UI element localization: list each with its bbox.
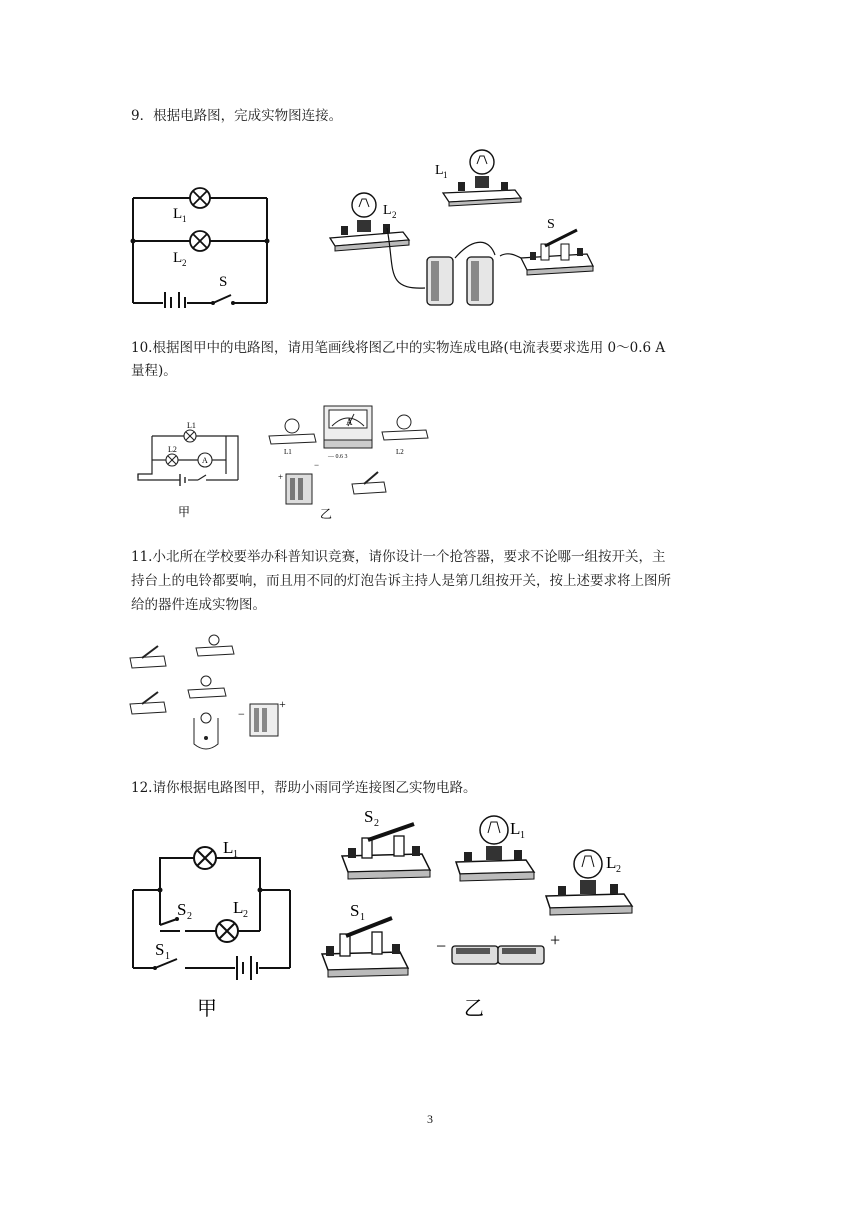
label-ammeter: A [202,456,208,465]
svg-text:−: − [238,707,245,721]
svg-text:+: + [550,930,561,950]
q10-circuit-diagram [130,416,250,524]
photo-label-l1: L [435,163,444,178]
svg-text:— 0.6 3: — 0.6 3 [328,454,348,460]
battery-icon [250,704,278,736]
switch-board [352,472,386,494]
battery-icon [452,946,544,964]
svg-text:1: 1 [360,912,365,923]
svg-text:−: − [314,460,320,470]
question-11-line1: 11.小北所在学校要举办科普知识竞赛，请你设计一个抢答器，要求不论哪一组按开关，主 [131,549,666,565]
label-l1: L [173,206,183,222]
page-number: 3 [427,1112,433,1126]
svg-text:1: 1 [443,170,448,180]
label-s2: S [177,900,187,919]
caption-jia: 甲 [197,996,217,1020]
question-11-line3: 给的器件连成实物图。 [131,597,266,613]
svg-text:S: S [364,807,374,826]
q10-apparatus-photo [266,400,436,522]
ammeter-icon [324,406,372,448]
label-l2: L2 [168,445,177,454]
label-l1: L1 [187,421,196,430]
svg-text:1: 1 [182,214,187,224]
svg-text:+: + [279,697,286,711]
svg-text:1: 1 [520,830,525,841]
svg-text:L: L [510,819,521,838]
switch-board-1 [130,646,166,668]
q12-circuit-diagram [125,835,300,1025]
svg-text:1: 1 [165,951,170,962]
lamp-board-1 [196,635,234,656]
svg-text:2: 2 [374,818,379,829]
question-11-line2: 持台上的电铃都要响，而且用不同的灯泡告诉主持人是第几组按开关，按上述要求将上图所 [131,573,671,589]
bell-icon [194,713,218,749]
lamp-icon [194,847,238,942]
svg-text:L2: L2 [396,448,404,456]
caption-yi: 乙 [320,507,333,521]
label-l1: L [223,838,234,857]
battery-icon [165,292,185,308]
caption-yi: 乙 [464,996,484,1020]
question-12: 12.请你根据电路图甲，帮助小雨同学连接图乙实物电路。 [131,780,477,796]
switch-board-s [521,230,593,275]
q9-circuit-diagram [125,168,275,308]
label-s: S [219,274,228,290]
lamp-board-l1 [443,150,521,206]
svg-text:−: − [436,936,447,956]
svg-text:+: + [278,472,284,482]
question-10-line2: 量程)。 [131,363,177,379]
svg-text:L: L [606,853,617,872]
lamp-board-l2 [546,850,632,915]
switch-board-s2 [342,824,430,879]
q12-apparatus-photo [318,800,643,1025]
svg-text:2: 2 [392,210,397,220]
lamp-board-l2 [382,415,428,440]
lamp-board-2 [188,676,226,698]
caption-jia: 甲 [178,505,191,519]
lamp-board-l1 [269,419,316,444]
battery-icon [286,474,312,504]
q9-apparatus-photo [325,140,600,310]
q11-apparatus-photo [128,634,298,756]
label-s1: S [155,940,165,959]
photo-label-s: S [547,217,555,232]
battery-icon [427,257,493,305]
lamp-board-l1 [456,816,534,881]
svg-text:A: A [346,417,353,427]
svg-text:2: 2 [182,258,187,268]
svg-text:2: 2 [243,909,248,920]
lamp-board-l2 [330,193,409,251]
svg-text:1: 1 [233,849,238,860]
svg-text:L1: L1 [284,448,292,456]
svg-text:2: 2 [187,911,192,922]
svg-text:2: 2 [616,864,621,875]
label-l2: L [173,250,183,266]
battery-icon [237,956,257,980]
label-l2: L [233,898,244,917]
lamp-icon [190,188,210,251]
question-10-line1: 10.根据图甲中的电路图，请用笔画线将图乙中的实物连成电路(电流表要求选用 0～0.6 A [131,340,666,356]
svg-text:S: S [350,901,360,920]
question-9: 9．根据电路图，完成实物图连接。 [131,108,343,124]
photo-label-l2: L [383,203,392,218]
switch-board-s1 [322,918,408,977]
switch-board-2 [130,692,166,714]
